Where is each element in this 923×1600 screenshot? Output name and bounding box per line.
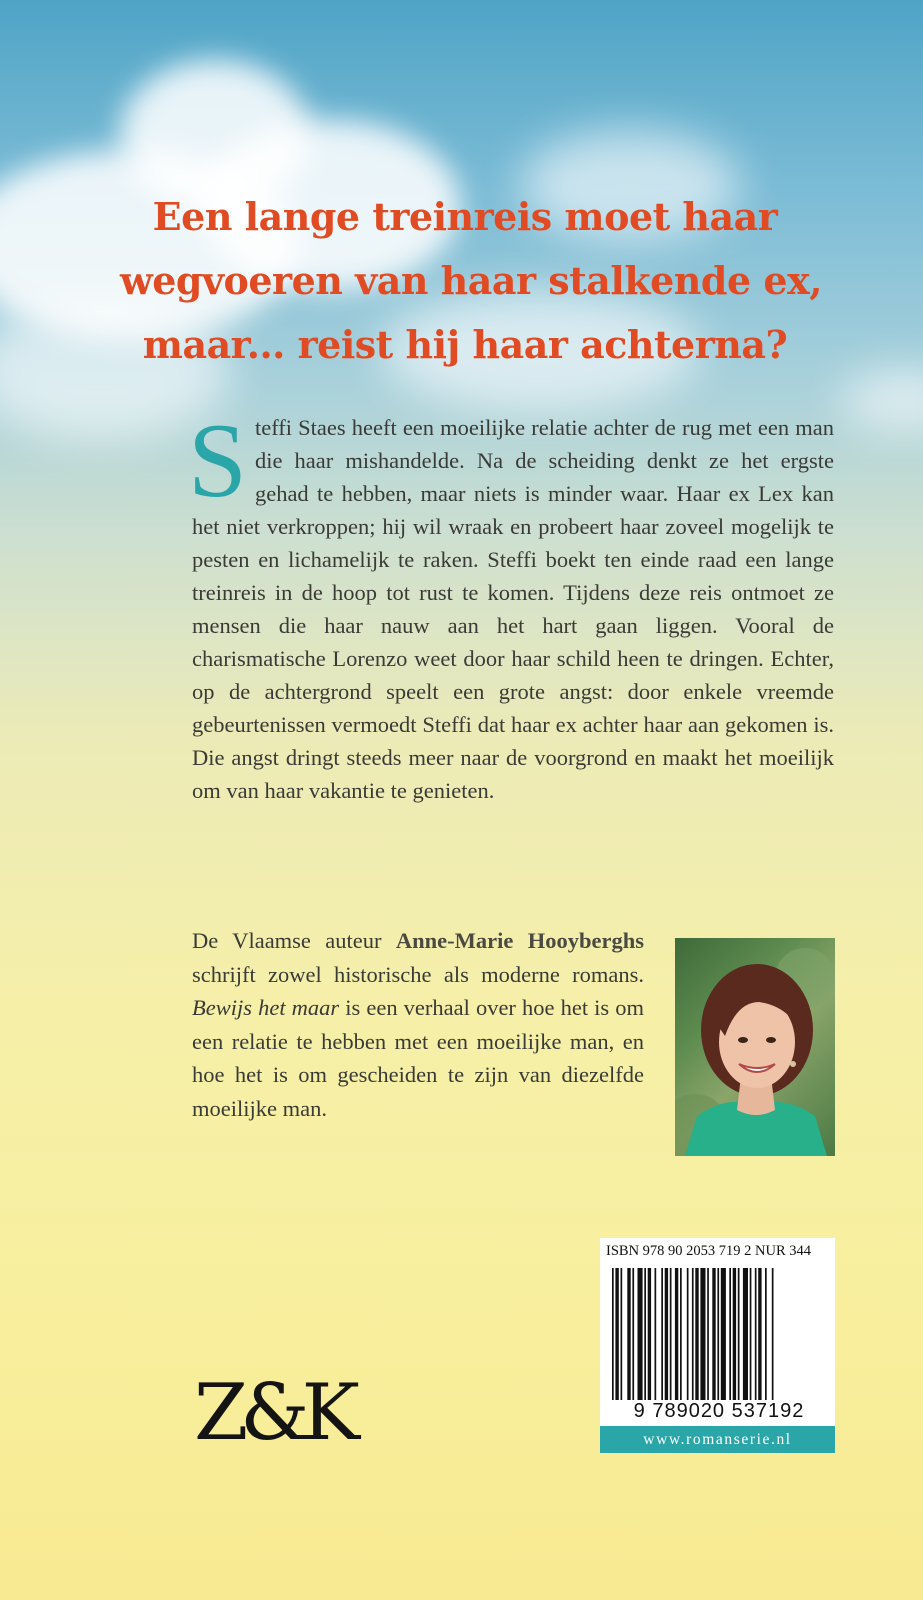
publisher-logo: Z&K <box>194 1368 352 1458</box>
book-title: Bewijs het maar <box>192 995 340 1020</box>
tagline-line: maar... reist hij haar achterna? <box>142 322 788 367</box>
bio-rest: is een verhaal over hoe het is om een relatie te hebben met een moeilijke man, en hoe het is om gescheiden te zijn van diezelfde moeilijke man. <box>192 995 644 1121</box>
bio-middle: schrijft zowel historische als moderne romans. <box>192 961 644 987</box>
isbn-label: ISBN 978 90 2053 719 2 NUR 344 <box>606 1243 812 1259</box>
author-bio <box>192 924 644 1125</box>
author-photo <box>675 938 835 1156</box>
tagline-line: Een lange treinreis moet haar <box>152 194 778 239</box>
bio-intro: De Vlaamse auteur <box>192 928 396 953</box>
barcode-number: 9 789020 537192 <box>633 1400 805 1422</box>
website-label: www.romanserie.nl <box>600 1426 835 1453</box>
author-name: Anne-Marie Hooyberghs <box>395 928 644 953</box>
tagline <box>120 185 822 377</box>
author-portrait-illustration <box>675 938 835 1156</box>
synopsis-text: teffi Staes heeft een moeilijke relatie achter de rug met een man die haar mishandelde. Na de scheiding denkt ze het ergste gehad te hebben, maar niets is minder waar. Haar ex Lex kan het niet verkroppen; hij wil wraak en probeert haar zoveel mogelijk te pesten en lichamelijk te raken. Steffi boekt ten einde raad een lange treinreis in de hoop tot rust te komen. Tijdens deze reis ontmoet ze mensen die haar nauw aan het hart gaan liggen. Vooral de charismatische Lorenzo weet door haar schild heen te dringen. Echter, op de achtergrond speelt een grote angst: door enkele vreemde gebeurtenissen vermoedt Steffi dat haar ex achter haar aan gekomen is. Die angst dringt steeds meer naar de voorgrond en maakt het moeilijk om van haar vakantie te genieten. <box>192 415 834 803</box>
tagline-line: wegvoeren van haar stalkende ex, <box>120 258 822 303</box>
synopsis <box>188 402 834 807</box>
barcode-panel <box>600 1238 835 1453</box>
drop-cap: S <box>188 402 247 519</box>
cloud-shape <box>840 370 923 430</box>
barcode-icon <box>612 1268 824 1400</box>
